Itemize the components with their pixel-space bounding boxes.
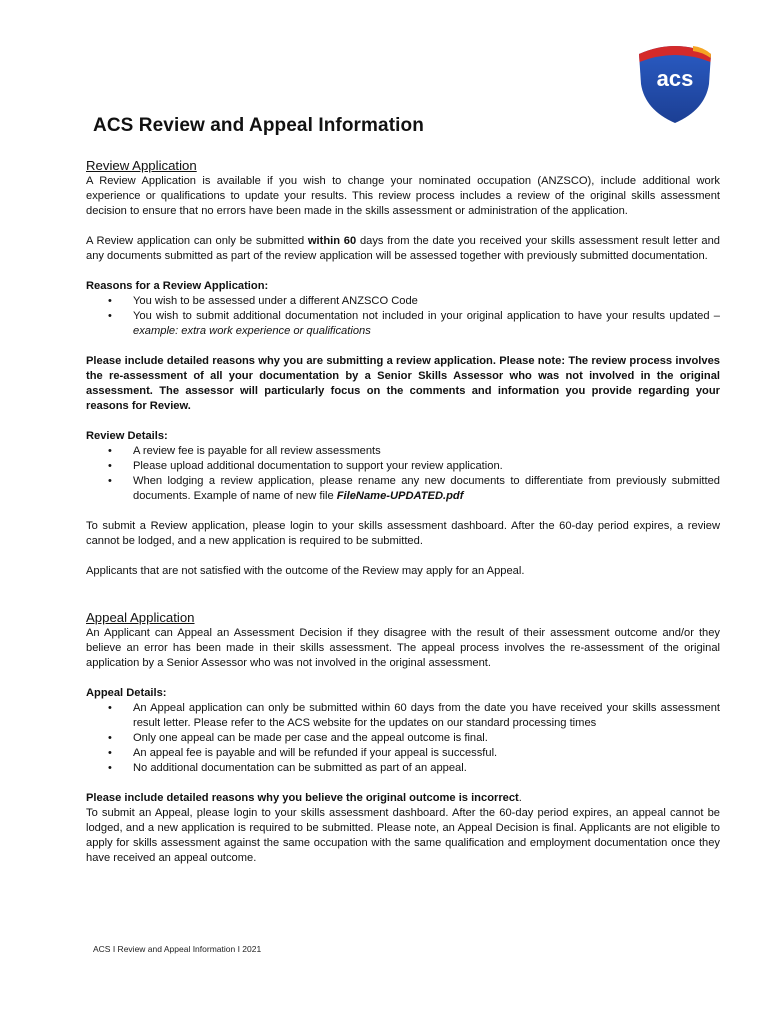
list-item: • You wish to submit additional documentation not included in your original application to have your results updated – example: extra work experience or qualifications: [86, 309, 720, 339]
page-footer: ACS I Review and Appeal Information I 2021: [93, 944, 262, 954]
list-item: • When lodging a review application, please rename any new documents to differentiate from previously submitted documents. Example of name of new file FileName-UPDATED.pdf: [86, 474, 720, 504]
review-reasons-heading: Reasons for a Review Application:: [86, 280, 269, 292]
review-reasons-list: [86, 294, 720, 339]
content-body: [86, 157, 720, 866]
review-submit: To submit a Review application, please login to your skills assessment dashboard. After the 60-day period expires, a review cannot be lodged, and a new application is required to be submitted.: [86, 520, 720, 547]
appeal-details-heading: Appeal Details:: [86, 687, 167, 699]
acs-logo: [635, 40, 715, 124]
list-item: • Only one appeal can be made per case and the appeal outcome is final.: [86, 731, 720, 746]
list-item: • An appeal fee is payable and will be refunded if your appeal is successful.: [86, 746, 720, 761]
appeal-heading: Appeal Application: [86, 610, 195, 625]
logo-text: acs: [656, 66, 694, 91]
review-details-heading: Review Details:: [86, 430, 168, 442]
list-item: • Please upload additional documentation to support your review application.: [86, 459, 720, 474]
appeal-note: Please include detailed reasons why you believe the original outcome is incorrect.: [86, 792, 522, 804]
review-heading: Review Application: [86, 158, 197, 173]
list-item: • A review fee is payable for all review assessments: [86, 444, 720, 459]
review-appeal-note: Applicants that are not satisfied with the outcome of the Review may apply for an Appeal.: [86, 565, 525, 577]
review-intro: A Review Application is available if you wish to change your nominated occupation (ANZSCO), include additional work experience or qualifications to update your results. This review process includes a review of the original skills assessment decision to ensure that no errors have been made in the skills assessment or administration of the application.: [86, 175, 720, 217]
review-details-list: [86, 444, 720, 504]
review-deadline: A Review application can only be submitted within 60 days from the date you received your skills assessment result letter and any documents submitted as part of the review application will be assessed together with previously submitted documentation.: [86, 235, 720, 262]
review-note: Please include detailed reasons why you are submitting a review application. Please note: The review process involves the re-assessment of all your documentation by a Senior Skills Assessor who was not involved in the original assessment. The assessor will particularly focus on the comments and information you provide regarding your reasons for Review.: [86, 355, 720, 412]
list-item: • You wish to be assessed under a different ANZSCO Code: [86, 294, 720, 309]
appeal-details-list: [86, 701, 720, 776]
page-title: ACS Review and Appeal Information: [93, 115, 424, 136]
list-item: • No additional documentation can be submitted as part of an appeal.: [86, 761, 720, 776]
appeal-intro: An Applicant can Appeal an Assessment Decision if they disagree with the result of their assessment outcome and/or they believe an error has been made in their skills assessment. The appeal process involves the re-assessment of the original application by a Senior Assessor who was not involved in the original assessment.: [86, 627, 720, 669]
list-item: • An Appeal application can only be submitted within 60 days from the date you have received your skills assessment result letter. Please refer to the ACS website for the updates on our standard processing times: [86, 701, 720, 731]
appeal-submit: To submit an Appeal, please login to your skills assessment dashboard. After the 60-day period expires, an appeal cannot be lodged, and a new application is required to be submitted. Please note, an Appeal Decision is final. Applicants are not eligible to apply for skills assessment against the same occupation with the same qualification and employment documentation once they have received an appeal outcome.: [86, 807, 720, 864]
